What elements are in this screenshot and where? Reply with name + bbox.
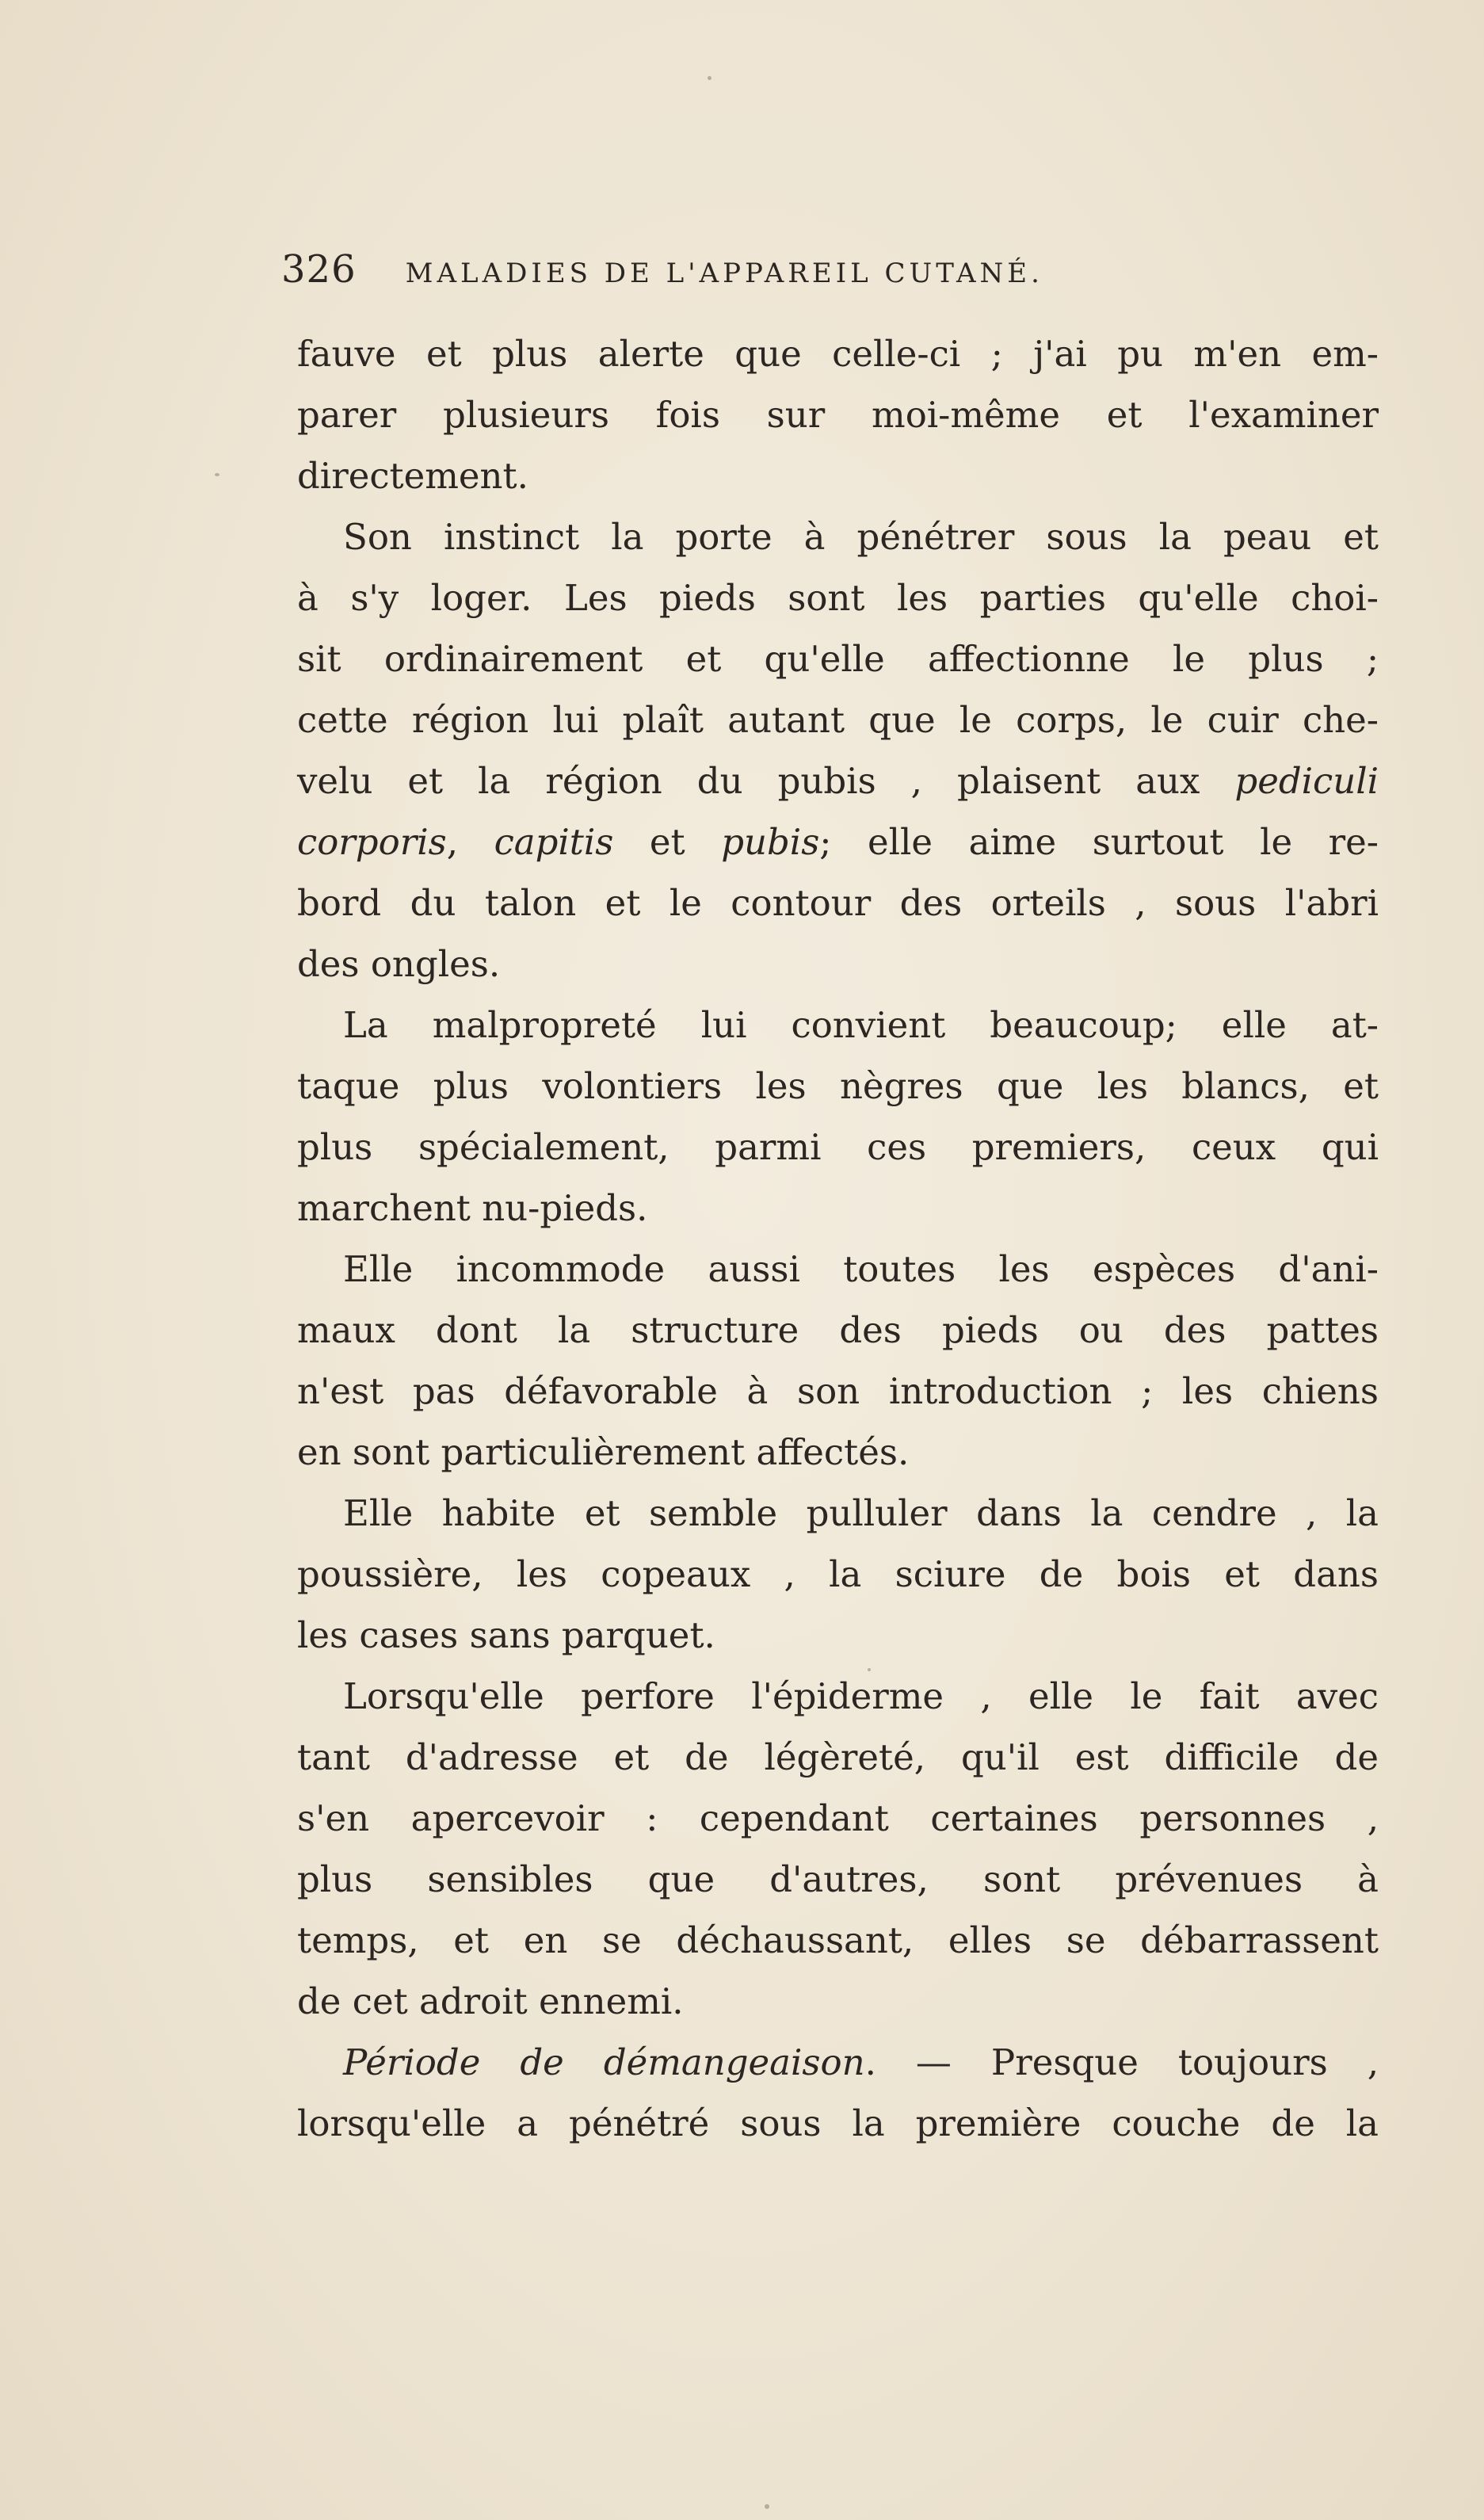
text-segment: fauve et plus alerte que celle-ci ; j'ai pu m'en em- [297, 333, 1379, 375]
paper-speck [708, 76, 711, 80]
text-line [297, 1666, 1379, 1727]
text-segment: à s'y loger. Les pieds sont les parties qu'elle choi- [297, 577, 1379, 619]
text-line [297, 1971, 1379, 2032]
text-segment: et [613, 821, 722, 863]
text-segment: temps, et en se déchaussant, elles se débarrassent [297, 1919, 1379, 1961]
text-segment: parer plusieurs fois sur moi-même et l'examiner [297, 394, 1379, 436]
italic-text: pubis [721, 821, 820, 863]
text-line [297, 811, 1379, 872]
italic-text: Période de démangeaison [343, 2041, 865, 2083]
text-segment: poussière, les copeaux , la sciure de bois et dans [297, 1553, 1379, 1595]
text-line [297, 750, 1379, 811]
text-line [297, 567, 1379, 628]
text-line [297, 1178, 1379, 1239]
text-segment: cette région lui plaît autant que le corps, le cuir che- [297, 699, 1379, 741]
text-line [297, 506, 1379, 567]
text-segment: , [446, 821, 494, 863]
text-line [297, 1727, 1379, 1788]
paper-speck [215, 473, 219, 476]
running-title: MALADIES DE L'APPAREIL CUTANÉ. [405, 258, 1043, 289]
text-line [297, 1056, 1379, 1117]
text-line [297, 628, 1379, 689]
text-line [297, 1544, 1379, 1605]
text-segment: maux dont la structure des pieds ou des pattes [297, 1309, 1379, 1351]
text-line [297, 1849, 1379, 1910]
text-line [297, 1788, 1379, 1849]
page-number: 326 [281, 247, 357, 292]
text-segment: velu et la région du pubis , plaisent aux [297, 760, 1235, 802]
text-line [297, 934, 1379, 995]
text-segment: s'en apercevoir : cependant certaines personnes , [297, 1797, 1379, 1839]
text-line [297, 995, 1379, 1056]
text-segment: sit ordinairement et qu'elle affectionne le plus ; [297, 638, 1379, 680]
text-line [297, 1422, 1379, 1483]
text-line [297, 1361, 1379, 1422]
text-segment: tant d'adresse et de légèreté, qu'il est difficile de [297, 1736, 1379, 1778]
text-segment: directement. [297, 455, 528, 497]
paper-speck [765, 2504, 769, 2509]
text-segment: lorsqu'elle a pénétré sous la première couche de la [297, 2102, 1379, 2144]
text-segment: Son instinct la porte à pénétrer sous la peau et [343, 516, 1379, 558]
text-line [297, 2093, 1379, 2154]
italic-text: corporis [297, 821, 447, 863]
text-line [297, 445, 1379, 506]
text-segment: de cet adroit ennemi. [297, 1980, 684, 2022]
text-segment: ; elle aime surtout le re- [819, 821, 1379, 863]
text-line [297, 689, 1379, 750]
text-segment: La malpropreté lui convient beaucoup; elle at- [343, 1004, 1379, 1046]
text-line [297, 1239, 1379, 1300]
text-line [297, 2032, 1379, 2093]
text-line [297, 1483, 1379, 1544]
text-segment: marchent nu-pieds. [297, 1187, 648, 1229]
text-segment: bord du talon et le contour des orteils , sous l'abri [297, 882, 1379, 924]
text-segment: plus sensibles que d'autres, sont prévenues à [297, 1858, 1379, 1900]
text-segment: taque plus volontiers les nègres que les blancs, et [297, 1065, 1379, 1107]
text-line [297, 1605, 1379, 1666]
text-line [297, 1910, 1379, 1971]
text-segment: les cases sans parquet. [297, 1614, 715, 1656]
text-segment: plus spécialement, parmi ces premiers, ceux qui [297, 1126, 1379, 1168]
italic-text: capitis [494, 821, 614, 863]
body-text [297, 323, 1379, 2154]
italic-text: pediculi [1234, 760, 1379, 802]
page-header [281, 247, 1379, 303]
text-segment: . — Presque toujours , [864, 2041, 1379, 2083]
text-segment: Elle incommode aussi toutes les espèces d'ani- [343, 1248, 1379, 1290]
text-segment: Elle habite et semble pulluler dans la cendre , la [343, 1492, 1379, 1534]
text-line [297, 323, 1379, 384]
text-segment: Lorsqu'elle perfore l'épiderme , elle le fait avec [343, 1675, 1379, 1717]
text-line [297, 1117, 1379, 1178]
text-segment: en sont particulièrement affectés. [297, 1431, 910, 1473]
text-line [297, 384, 1379, 445]
text-segment: n'est pas défavorable à son introduction ; les chiens [297, 1370, 1379, 1412]
text-line [297, 1300, 1379, 1361]
text-line [297, 872, 1379, 934]
text-segment: des ongles. [297, 943, 501, 985]
